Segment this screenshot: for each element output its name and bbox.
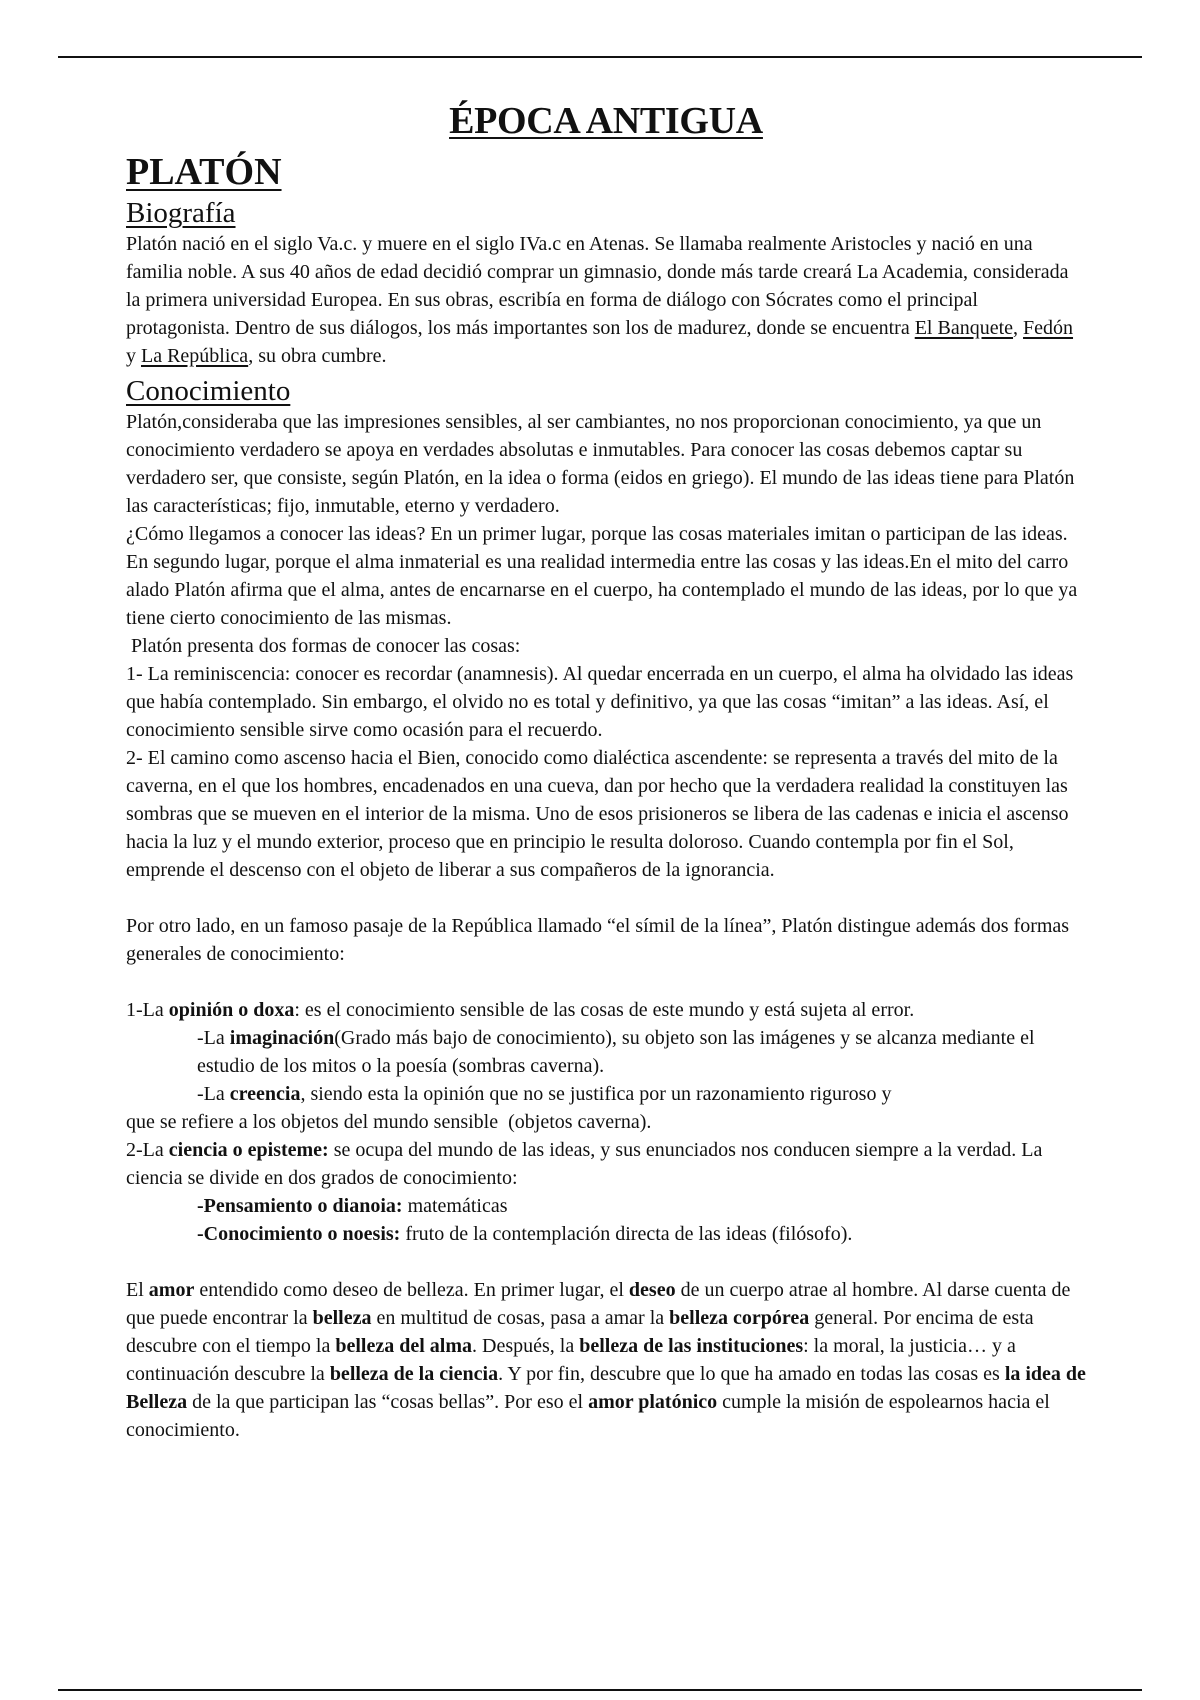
simil-linea-paragraph: Por otro lado, en un famoso pasaje de la República llamado “el símil de la línea”, Platón distingue además dos formas generales de conocimiento:: [126, 915, 1070, 965]
imaginacion-item: [126, 1024, 1086, 1080]
work-title-fedon: Fedón: [1023, 317, 1074, 339]
term-doxa: opinión o doxa: [168, 999, 295, 1021]
conocimiento-paragraph-1: Platón,consideraba que las impresiones sensibles, al ser cambiantes, no nos proporcionan conocimiento, ya que un conocimiento verdadero se apoya en verdades absolutas e inmutables. Para conocer las cosas debemos captar su verdadero ser, que consiste, según Platón, en la idea o forma (eidos en griego). El mundo de las ideas tiene para Platón las características; fijo, inmutable, eterno y verdadero.: [126, 411, 1075, 517]
spacer: [126, 968, 1086, 996]
dianoia-item: [126, 1192, 1086, 1220]
separator: ,: [1013, 317, 1024, 339]
amor-text: . Y por fin, descubre que lo que ha amado en todas las cosas es: [498, 1363, 1005, 1385]
reminiscencia-paragraph: 1- La reminiscencia: conocer es recordar (anamnesis). Al quedar encerrada en un cuerpo, el alma ha olvidado las ideas que había contemplado. Sin embargo, el olvido no es total y definitivo, ya que las cosas “imitan” a las ideas. Así, el conocimiento sensible sirve como ocasión para el recuerdo.: [126, 663, 1074, 741]
work-title-la-republica: La República: [141, 345, 249, 367]
ciencia-item: [126, 1136, 1086, 1192]
work-title-el-banquete: El Banquete: [914, 317, 1014, 339]
biografia-text: Platón nació en el siglo Va.c. y muere en el siglo IVa.c en Atenas. Se llamaba realmente Aristocles y nació en una familia noble. A sus 40 años de edad decidió comprar un gimnasio, donde más tarde creará La Academia, considerada la primera universidad Europea. En sus obras, escribía en forma de diálogo con Sócrates como el principal protagonista. Dentro de sus diálogos, los más importantes son los de madurez, donde se encuentra: [126, 233, 1069, 339]
amor-text: de un cuerpo atrae al hombre. Al darse cuenta de que puede encontrar la: [126, 1279, 1071, 1329]
amor-text: . Después, la: [472, 1335, 580, 1357]
item-prefix: 1-La: [126, 999, 169, 1021]
term-imaginacion: imaginación: [229, 1027, 335, 1049]
noesis-item: [126, 1220, 1086, 1248]
creencia-item: [126, 1080, 1086, 1108]
amor-text: general. Por encima de esta descubre con el tiempo la: [126, 1307, 1034, 1357]
conocimiento-paragraph-3: Platón presenta dos formas de conocer las cosas:: [126, 635, 521, 657]
dialectica-paragraph: 2- El camino como ascenso hacia el Bien, conocido como dialéctica ascendente: se representa a través del mito de la caverna, en el que los hombres, encadenados en una cueva, dan por hecho que la verdadera realidad la constituyen las sombras que se mueven en el interior de la misma. Uno de esos prisioneros se libera de las cadenas e inicia el ascenso hacia la luz y el mundo exterior, proceso que en principio le resulta doloroso. Cuando contempla por fin el Sol, emprende el descenso con el objeto de liberar a sus compañeros de la ignorancia.: [126, 747, 1069, 881]
term-creencia: creencia: [229, 1083, 301, 1105]
term-belleza: belleza: [312, 1307, 372, 1329]
term-idea-de-belleza: la idea de Belleza: [126, 1363, 1086, 1413]
amor-paragraph: [126, 1276, 1086, 1444]
item-text: : es el conocimiento sensible de las cosas de este mundo y está sujeta al error.: [294, 999, 915, 1021]
amor-text: cumple la misión de espolearnos hacia el conocimiento.: [126, 1391, 1050, 1441]
term-dianoia: -Pensamiento o dianoia:: [197, 1195, 403, 1217]
spacer: [126, 884, 1086, 912]
item-text: (Grado más bajo de conocimiento), su objeto son las imágenes y se alcanza mediante el estudio de los mitos o la poesía (sombras caverna).: [197, 1027, 1035, 1077]
creencia-item-continuation: que se refiere a los objetos del mundo sensible (objetos caverna).: [126, 1111, 652, 1133]
term-belleza-instituciones: belleza de las instituciones: [579, 1335, 804, 1357]
amor-text: : la moral, la justicia… y a continuación descubre la: [126, 1335, 1016, 1385]
term-belleza-del-alma: belleza del alma: [335, 1335, 473, 1357]
separator: y: [126, 345, 141, 367]
item-text: fruto de la contemplación directa de las ideas (filósofo).: [400, 1223, 853, 1245]
conocimiento-paragraph-2: ¿Cómo llegamos a conocer las ideas? En un primer lugar, porque las cosas materiales imitan o participan de las ideas. En segundo lugar, porque el alma inmaterial es una realidad intermedia entre las cosas y las ideas.En el mito del carro alado Platón afirma que el alma, antes de encarnarse en el cuerpo, ha contemplado el mundo de las ideas, por lo que ya tiene cierto conocimiento de las mismas.: [126, 523, 1078, 629]
biografia-text-end: , su obra cumbre.: [248, 345, 387, 367]
amor-text: de la que participan las “cosas bellas”. Por eso el: [187, 1391, 589, 1413]
term-belleza-ciencia: belleza de la ciencia: [329, 1363, 499, 1385]
term-noesis: -Conocimiento o noesis:: [197, 1223, 401, 1245]
doxa-item: [126, 996, 1086, 1024]
footer-rule: [58, 1689, 1142, 1691]
item-text: se ocupa del mundo de las ideas, y sus enunciados nos conducen siempre a la verdad. La ciencia se divide en dos grados de conocimiento:: [126, 1139, 1043, 1189]
item-text: matemáticas: [402, 1195, 508, 1217]
amor-text: El: [126, 1279, 149, 1301]
author-heading: PLATÓN: [126, 151, 282, 193]
term-ciencia: ciencia o episteme:: [168, 1139, 329, 1161]
term-deseo: deseo: [628, 1279, 676, 1301]
biografia-paragraph: [126, 230, 1086, 370]
amor-text: entendido como deseo de belleza. En primer lugar, el: [194, 1279, 629, 1301]
item-prefix: -La: [197, 1027, 230, 1049]
section-heading-conocimiento: Conocimiento: [126, 375, 291, 407]
amor-text: en multitud de cosas, pasa a amar la: [371, 1307, 670, 1329]
term-amor-platonico: amor platónico: [588, 1391, 718, 1413]
item-text: , siendo esta la opinión que no se justifica por un razonamiento riguroso y: [300, 1083, 892, 1105]
term-belleza-corporea: belleza corpórea: [669, 1307, 810, 1329]
item-prefix: -La: [197, 1083, 230, 1105]
spacer: [126, 1248, 1086, 1276]
section-heading-biografia: Biografía: [126, 197, 236, 229]
term-amor: amor: [148, 1279, 195, 1301]
document-page: [126, 98, 1086, 1444]
page-title: ÉPOCA ANTIGUA: [449, 100, 763, 142]
item-prefix: 2-La: [126, 1139, 169, 1161]
header-rule: [58, 56, 1142, 58]
